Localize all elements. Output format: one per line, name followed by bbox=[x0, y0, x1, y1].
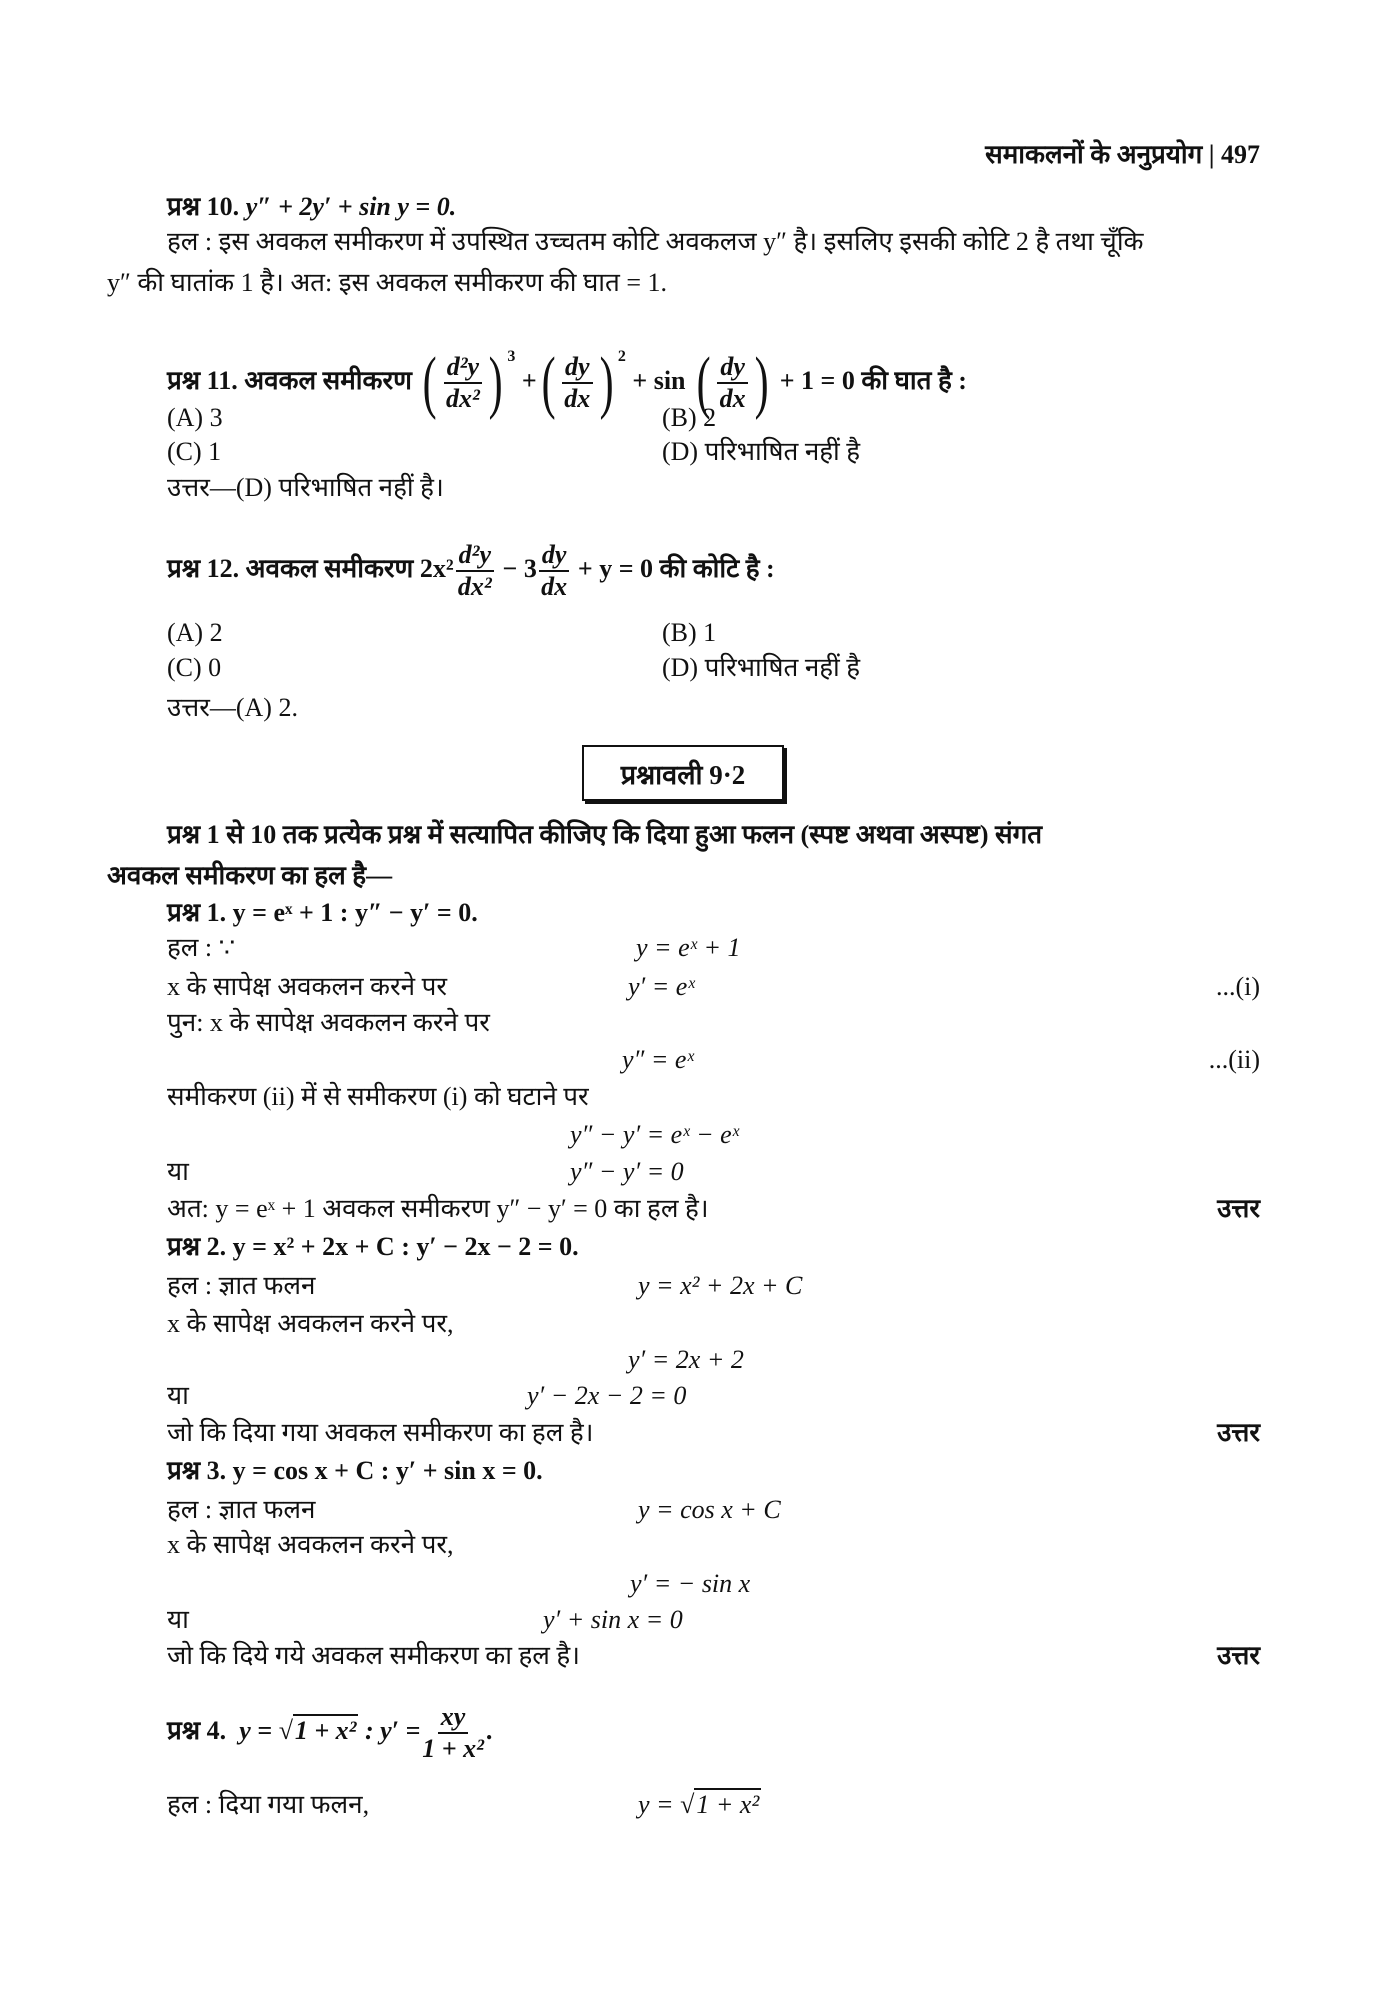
exponent: 3 bbox=[507, 348, 516, 365]
p4-eq1 bbox=[638, 1788, 761, 1822]
p2-eq1: y = x² + 2x + C bbox=[638, 1271, 803, 1300]
p3-ya: या bbox=[167, 1605, 189, 1634]
numerator: dy bbox=[562, 352, 593, 384]
numerator: d²y bbox=[444, 352, 482, 384]
p3-eq3: y′ + sin x = 0 bbox=[543, 1605, 683, 1634]
q11-option-a: (A) 3 bbox=[167, 403, 223, 432]
q12-mid: − 3 bbox=[502, 554, 537, 583]
p4-lhs: y = √ bbox=[239, 1716, 293, 1745]
q11-fraction-dy-dx bbox=[562, 352, 593, 414]
p1-tag-ii: ...(ii) bbox=[1208, 1045, 1260, 1074]
p4-label: प्रश्न 4. bbox=[167, 1716, 227, 1745]
period: . bbox=[485, 1716, 493, 1745]
p4-mid: : y′ = bbox=[364, 1716, 421, 1745]
q11-answer: उत्तर—(D) परिभाषित नहीं है। bbox=[167, 473, 444, 502]
q10-solution-line1: हल : इस अवकल समीकरण में उपस्थित उच्चतम कोटि अवकलज y″ है। इसलिए इसकी कोटि 2 है तथा चूँकि bbox=[167, 227, 1144, 256]
q10-solution-line2: y″ की घातांक 1 है। अत: इस अवकल समीकरण की घात = 1. bbox=[107, 268, 668, 297]
p1-step4: समीकरण (ii) में से समीकरण (i) को घटाने पर bbox=[167, 1082, 589, 1111]
p1-hal: हल : ∵ bbox=[167, 933, 236, 962]
q12-option-a: (A) 2 bbox=[167, 618, 223, 647]
exponent: 2 bbox=[617, 348, 626, 365]
p4-eq1-lhs: y = bbox=[638, 1790, 674, 1819]
p1-eq5: y″ − y′ = 0 bbox=[570, 1157, 684, 1186]
p1-eq3: y″ = eˣ bbox=[622, 1045, 694, 1074]
sqrt-sign: √ bbox=[680, 1790, 695, 1819]
q12-tail: + y = 0 की कोटि है : bbox=[577, 554, 775, 583]
p2-eq3: y′ − 2x − 2 = 0 bbox=[527, 1381, 687, 1410]
q11-tail: + 1 = 0 की घात है : bbox=[779, 366, 967, 395]
q12-fraction-d2y-dx2 bbox=[456, 540, 494, 602]
exercise-intro-line1: प्रश्न 1 से 10 तक प्रत्येक प्रश्न में सत्यापित कीजिए कि दिया हुआ फलन (स्पष्ट अथवा अस्पष्ट) संगत bbox=[167, 820, 1043, 849]
p3-answer-mark: उत्तर bbox=[1217, 1641, 1260, 1670]
p2-question: प्रश्न 2. y = x² + 2x + C : y′ − 2x − 2 = 0. bbox=[167, 1232, 579, 1261]
p1-ya: या bbox=[167, 1157, 189, 1186]
p2-conclusion: जो कि दिया गया अवकल समीकरण का हल है। bbox=[167, 1418, 594, 1447]
page-number: 497 bbox=[1221, 140, 1260, 169]
header-separator: | bbox=[1208, 140, 1215, 169]
p1-conclusion: अत: y = eˣ + 1 अवकल समीकरण y″ − y′ = 0 का हल है। bbox=[167, 1194, 709, 1223]
q11-fraction-d2y-dx2 bbox=[444, 352, 482, 414]
denominator: dx bbox=[719, 384, 746, 414]
p3-step2: x के सापेक्ष अवकलन करने पर, bbox=[167, 1530, 454, 1559]
p3-conclusion: जो कि दिये गये अवकल समीकरण का हल है। bbox=[167, 1641, 581, 1670]
q12-heading bbox=[167, 536, 775, 602]
denominator: dx² bbox=[457, 572, 492, 602]
p1-eq2: y′ = eˣ bbox=[628, 972, 695, 1001]
denominator: dx bbox=[541, 572, 568, 602]
q12-option-b: (B) 1 bbox=[662, 618, 717, 647]
p3-eq2: y′ = − sin x bbox=[630, 1569, 751, 1598]
q10-label: प्रश्न 10. bbox=[167, 192, 240, 221]
p2-answer-mark: उत्तर bbox=[1217, 1418, 1260, 1447]
q11-option-c: (C) 1 bbox=[167, 437, 222, 466]
numerator: d²y bbox=[456, 540, 494, 572]
q11-option-b: (B) 2 bbox=[662, 403, 717, 432]
denominator: dx² bbox=[446, 384, 480, 414]
p4-radicand: 1 + x² bbox=[294, 1716, 357, 1745]
denominator: dx bbox=[564, 384, 591, 414]
q10-equation: y″ + 2y′ + sin y = 0. bbox=[245, 192, 457, 221]
p2-ya: या bbox=[167, 1381, 189, 1410]
q11-fraction-dy-dx-2 bbox=[717, 352, 748, 414]
q12-option-d: (D) परिभाषित नहीं है bbox=[662, 653, 861, 682]
q11-heading: प्रश्न 11. अवकल समीकरण ( $\frac{\text{d²y}}{\text{dx²}}$ ) $^3$ + ( $\frac{dy}{dx}$ ) $^2$ + sin ( $\frac{dy}{dx}$ ) + 1 = 0 की घात है : bbox=[167, 344, 967, 422]
p1-tag-i: ...(i) bbox=[1215, 972, 1260, 1001]
q12-option-c: (C) 0 bbox=[167, 653, 222, 682]
plus: + bbox=[521, 366, 537, 395]
p1-question: प्रश्न 1. y = eˣ + 1 : y″ − y′ = 0. bbox=[167, 898, 478, 927]
q12-answer: उत्तर—(A) 2. bbox=[167, 693, 298, 722]
p1-eq1: y = eˣ + 1 bbox=[636, 933, 741, 962]
q10-heading bbox=[167, 190, 456, 224]
denominator: 1 + x² bbox=[422, 1734, 484, 1764]
sin-term: + sin bbox=[632, 366, 686, 395]
p2-step2: x के सापेक्ष अवकलन करने पर, bbox=[167, 1309, 454, 1338]
p4-hal: हल : दिया गया फलन, bbox=[167, 1790, 370, 1819]
p1-answer-mark: उत्तर bbox=[1217, 1194, 1260, 1223]
p1-step2: x के सापेक्ष अवकलन करने पर bbox=[167, 972, 447, 1001]
numerator: dy bbox=[539, 540, 570, 572]
q12-label: प्रश्न 12. अवकल समीकरण 2x² bbox=[167, 554, 454, 583]
p3-question: प्रश्न 3. y = cos x + C : y′ + sin x = 0. bbox=[167, 1456, 543, 1485]
p1-eq4: y″ − y′ = eˣ − eˣ bbox=[570, 1120, 739, 1149]
p3-eq1: y = cos x + C bbox=[638, 1495, 781, 1524]
p2-hal: हल : ज्ञात फलन bbox=[167, 1271, 316, 1300]
p2-eq2: y′ = 2x + 2 bbox=[628, 1345, 744, 1374]
p3-hal: हल : ज्ञात फलन bbox=[167, 1495, 316, 1524]
p4-question bbox=[167, 1698, 492, 1764]
q11-label: प्रश्न 11. अवकल समीकरण bbox=[167, 366, 412, 395]
q12-fraction-dy-dx bbox=[539, 540, 570, 602]
p1-step3: पुन: x के सापेक्ष अवकलन करने पर bbox=[167, 1008, 490, 1037]
running-header bbox=[985, 138, 1260, 172]
p4-fraction bbox=[422, 1702, 484, 1764]
p4-eq1-radicand: 1 + x² bbox=[696, 1790, 760, 1819]
numerator: xy bbox=[438, 1702, 469, 1734]
exercise-intro-line2: अवकल समीकरण का हल है— bbox=[107, 861, 393, 890]
numerator: dy bbox=[717, 352, 748, 384]
exercise-title-box: प्रश्नावली 9·2 bbox=[582, 745, 784, 801]
q11-option-d: (D) परिभाषित नहीं है bbox=[662, 437, 861, 466]
chapter-title: समाकलनों के अनुप्रयोग bbox=[985, 140, 1203, 169]
